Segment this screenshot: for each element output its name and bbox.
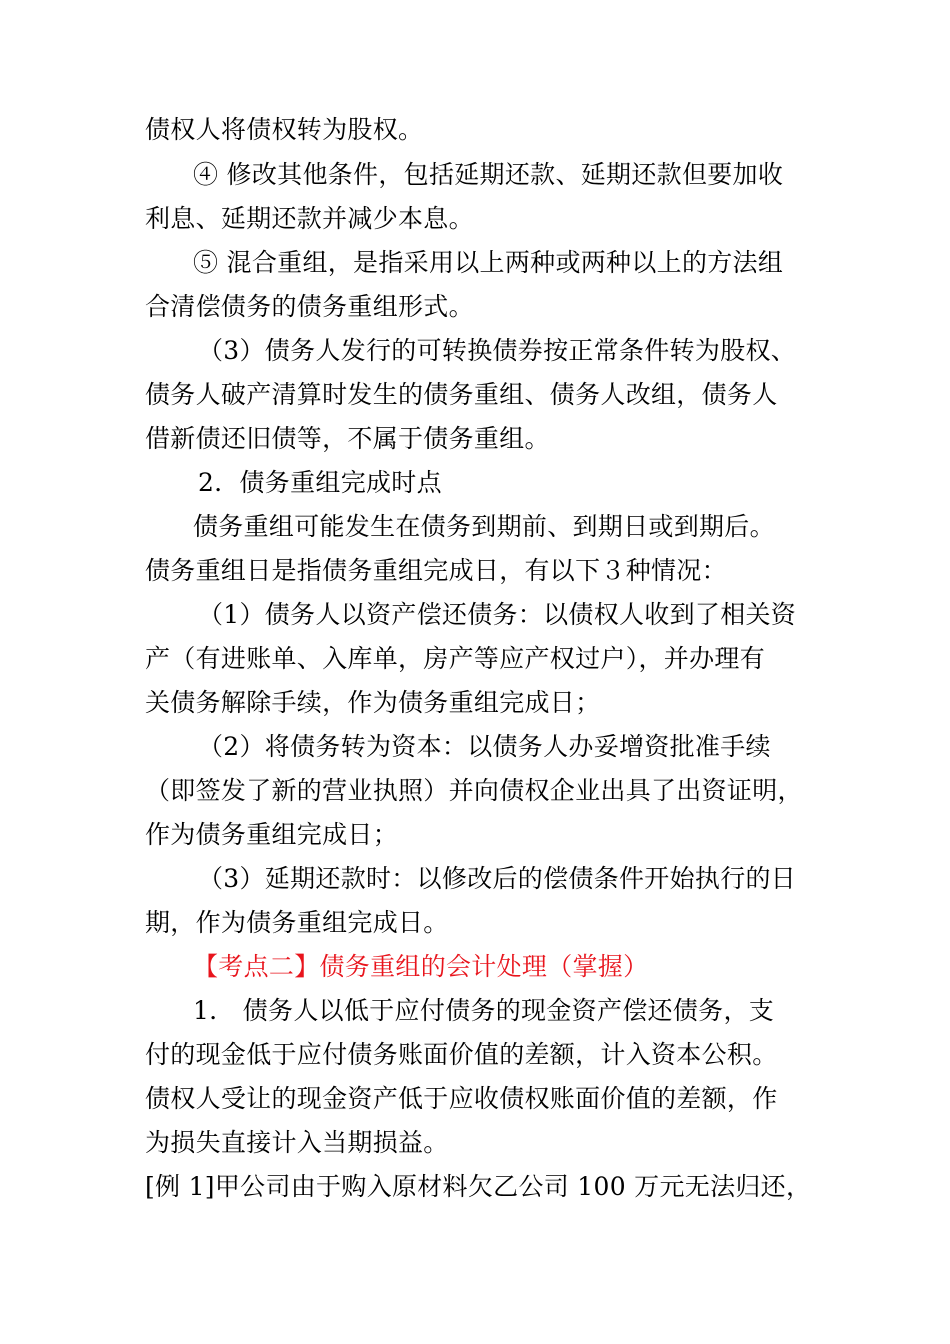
text-line-14: 关债务解除手续，作为债务重组完成日； bbox=[145, 688, 601, 717]
text-line-12: （1）债务人以资产偿还债务：以债权人收到了相关资 bbox=[198, 600, 797, 629]
text-line-15: （2）将债务转为资本：以债务人办妥增资批准手续 bbox=[198, 732, 771, 761]
text-line-19: 期，作为债务重组完成日。 bbox=[145, 908, 449, 937]
text-line-5: 合清偿债务的债务重组形式。 bbox=[145, 292, 474, 321]
text-line-13: 产（有进账单、入库单，房产等应产权过户），并办理有 bbox=[145, 644, 766, 673]
text-line-16: （即签发了新的营业执照）并向债权企业出具了出资证明， bbox=[145, 776, 803, 805]
text-line-24: 为损失直接计入当期损益。 bbox=[145, 1128, 449, 1157]
text-line-2: ④ 修改其他条件，包括延期还款、延期还款但要加收 bbox=[193, 160, 784, 189]
text-line-17: 作为债务重组完成日； bbox=[145, 820, 399, 849]
section-heading-2: 2．债务重组完成时点 bbox=[198, 468, 442, 497]
text-line-11: 债务重组日是指债务重组完成日，有以下３种情况： bbox=[145, 556, 727, 585]
text-line-21: 1． 债务人以低于应付债务的现金资产偿还债务，支 bbox=[193, 996, 775, 1025]
text-line-22: 付的现金低于应付债务账面价值的差额，计入资本公积。 bbox=[145, 1040, 778, 1069]
example-line: [例 1]甲公司由于购入原材料欠乙公司 100 万元无法归还， bbox=[145, 1172, 812, 1201]
text-line-3: 利息、延期还款并减少本息。 bbox=[145, 204, 474, 233]
text-line-18: （3）延期还款时：以修改后的偿债条件开始执行的日 bbox=[198, 864, 797, 893]
text-line-10: 债务重组可能发生在债务到期前、到期日或到期后。 bbox=[193, 512, 775, 541]
text-line-1: 债权人将债权转为股权。 bbox=[145, 115, 424, 144]
text-line-8: 借新债还旧债等，不属于债务重组。 bbox=[145, 424, 550, 453]
key-point-heading: 【考点二】债务重组的会计处理（掌握） bbox=[193, 952, 649, 981]
text-line-23: 债权人受让的现金资产低于应收债权账面价值的差额，作 bbox=[145, 1084, 778, 1113]
text-line-4: ⑤ 混合重组，是指采用以上两种或两种以上的方法组 bbox=[193, 248, 784, 277]
text-line-6: （3）债务人发行的可转换债券按正常条件转为股权、 bbox=[198, 336, 797, 365]
text-line-7: 债务人破产清算时发生的债务重组、债务人改组，债务人 bbox=[145, 380, 778, 409]
